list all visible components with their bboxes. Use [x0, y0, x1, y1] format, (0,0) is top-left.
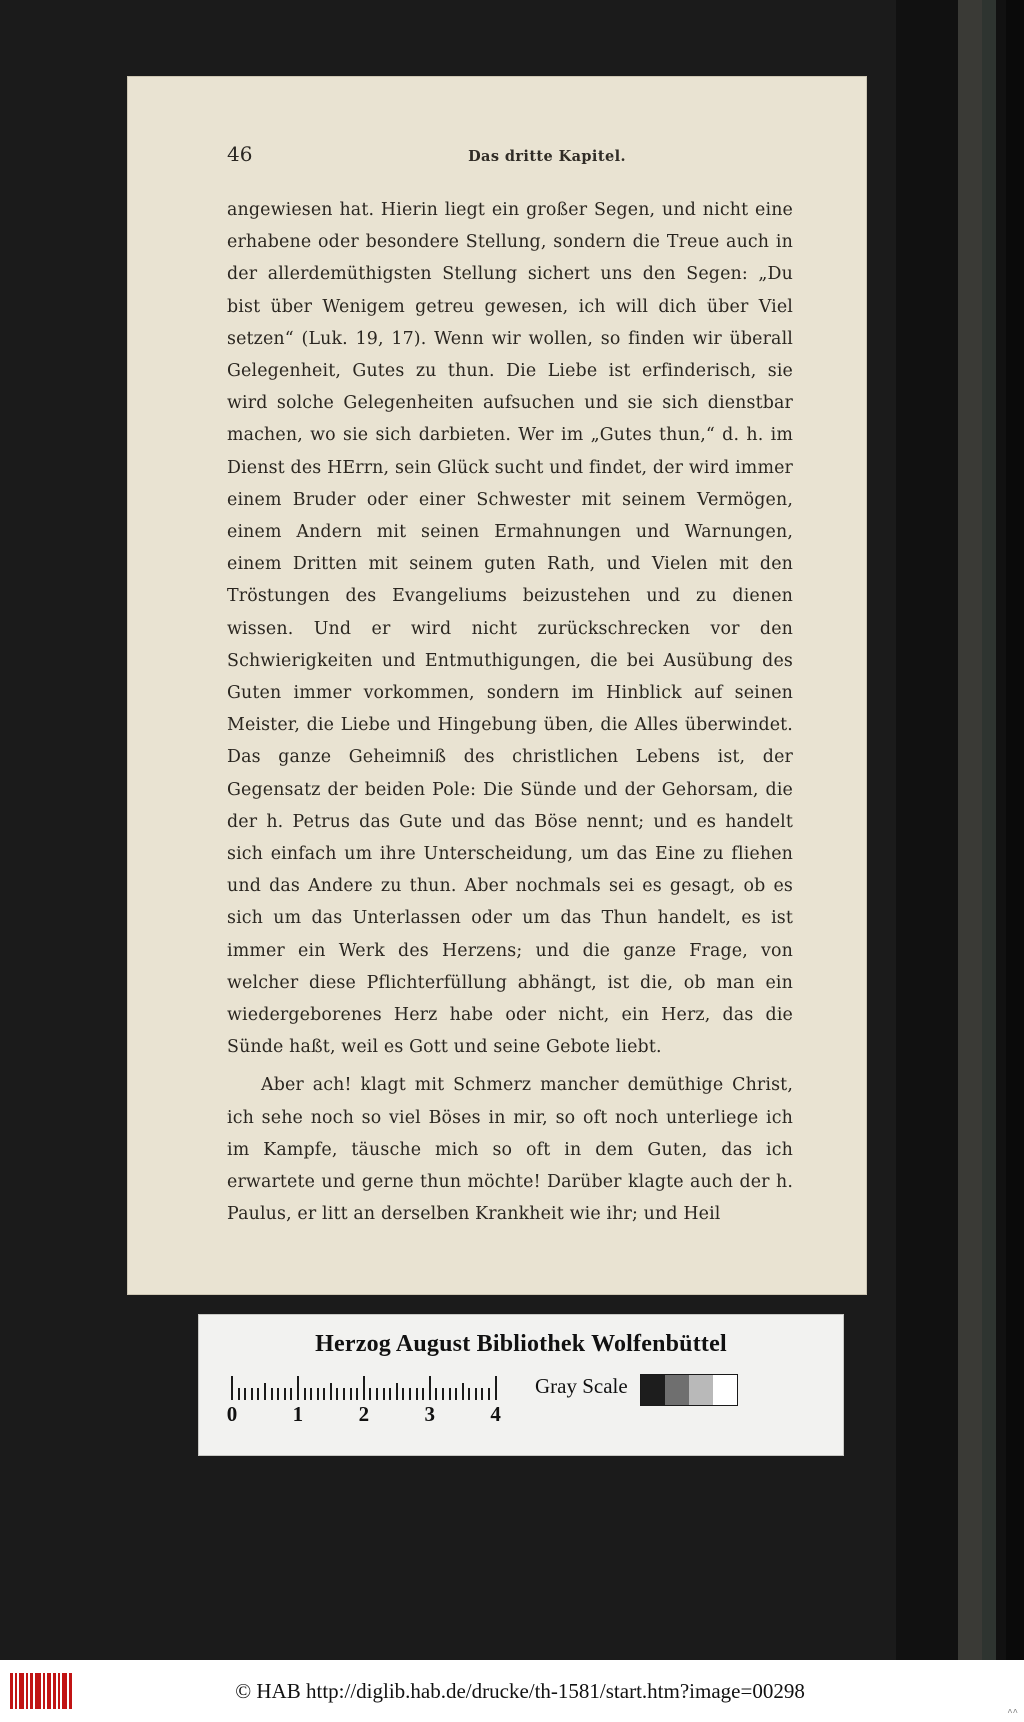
ruler-number: 3: [424, 1402, 435, 1426]
ruler-number: 2: [358, 1402, 370, 1426]
book-board-strip: [1006, 0, 1024, 1660]
ruler-tick: [435, 1388, 437, 1400]
ruler-tick: [481, 1388, 483, 1400]
document-page: [127, 76, 867, 1295]
ruler-tick: [409, 1388, 411, 1400]
ruler-ticks: [227, 1374, 517, 1400]
book-spine-strip: [982, 0, 996, 1660]
ruler-tick: [389, 1388, 391, 1400]
ruler-tick: [257, 1388, 259, 1400]
ruler-tick: [376, 1388, 378, 1400]
ruler-tick: [488, 1388, 490, 1400]
gray-scale-patches: [640, 1374, 738, 1406]
ruler-tick: [304, 1388, 306, 1400]
ruler-tick: [231, 1376, 233, 1400]
barcode-icon: [10, 1671, 96, 1711]
ruler-number: 1: [292, 1402, 304, 1426]
ruler-numbers: [227, 1400, 517, 1426]
running-head: Das dritte Kapitel.: [468, 148, 626, 165]
paragraph-1: angewiesen hat. Hierin liegt ein großer Segen, und nicht eine erhabene oder besondere Stellung, sondern die Treue auch in der allerdemüthigsten Stellung sichert uns den Segen: „Du bist über Wenigem getreu gewesen, ich will dich über Viel setzen“ (Luk. 19, 17). Wenn wir wollen, so finden wir überall Gelegenheit, Gutes zu thun. Die Liebe ist erfinderisch, sie wird solche Gelegenheiten aufsuchen und sie sich dienstbar machen, wo sie sich darbieten. Wer im „Gutes thun,“ d. h. im Dienst des HErrn, sein Glück sucht und findet, der wird immer einem Bruder oder einer Schwester mit seinem Vermögen, einem Andern mit seinen Ermahnungen und Warnungen, einem Dritten mit seinem guten Rath, und Vielen mit den Tröstungen des Evangeliums beizustehen und zu dienen wissen. Und er wird nicht zurückschrecken vor den Schwierigkeiten und Entmuthigungen, die bei Ausübung des Guten immer vorkommen, sondern im Hinblick auf seinen Meister, die Liebe und Hingebung üben, die Alles überwindet. Das ganze Geheimniß des christlichen Lebens ist, der Gegensatz der beiden Pole: Die Sünde und der Gehorsam, die der h. Petrus das Gute und das Böse nennt; und es handelt sich einfach um ihre Unterscheidung, um das Eine zu fliehen und das Andere zu thun. Aber nochmals sei es gesagt, ob es sich um das Unterlassen oder um das Thun handelt, es ist immer ein Werk des Herzens; und die ganze Frage, von welcher diese Pflichterfüllung abhängt, ist die, ob man ein wiedergeborenes Herz habe oder nicht, ein Herz, das die Sünde haßt, weil es Gott und seine Gebote liebt.: [227, 200, 793, 1058]
footer-credit: © HAB http://diglib.hab.de/drucke/th-1581/start.htm?image=00298: [235, 1678, 805, 1703]
ruler-tick: [442, 1388, 444, 1400]
ruler-tick: [363, 1376, 365, 1400]
gray-scale-label: Gray Scale: [535, 1374, 628, 1398]
ruler-tick: [369, 1388, 371, 1400]
ruler-tick: [284, 1388, 286, 1400]
ruler-tick: [350, 1388, 352, 1400]
ruler-tick: [475, 1388, 477, 1400]
ruler-tick: [238, 1388, 240, 1400]
ruler-tick: [455, 1388, 457, 1400]
ruler-tick: [317, 1388, 319, 1400]
corner-code: ^^: [1007, 1708, 1018, 1718]
ruler-tick: [244, 1388, 246, 1400]
ruler-tick: [271, 1388, 273, 1400]
ruler-tick: [323, 1388, 325, 1400]
paragraph-2: Aber ach! klagt mit Schmerz mancher demüthige Christ, ich sehe noch so viel Böses in mir, so oft noch unterliege ich im Kampfe, täusche mich so oft in dem Guten, das ich erwartete und gerne thun möchte! Darüber klagte auch der h. Paulus, er litt an derselben Krankheit wie ihr; und Heil: [227, 1075, 793, 1225]
ruler-tick: [297, 1376, 299, 1400]
ruler-number: 4: [490, 1402, 501, 1426]
ruler-scale: [227, 1374, 517, 1436]
ruler-tick: [495, 1376, 497, 1400]
ruler-tick: [336, 1388, 338, 1400]
library-calibration-target: [198, 1314, 844, 1456]
ruler-tick: [416, 1388, 418, 1400]
ruler-tick: [264, 1383, 266, 1400]
ruler-tick: [330, 1383, 332, 1400]
ruler-tick: [468, 1388, 470, 1400]
ruler-tick: [422, 1388, 424, 1400]
ruler-tick: [449, 1388, 451, 1400]
ruler-tick: [462, 1383, 464, 1400]
ruler-tick: [383, 1388, 385, 1400]
ruler-tick: [251, 1388, 253, 1400]
ruler-tick: [429, 1376, 431, 1400]
ruler-tick: [277, 1388, 279, 1400]
ruler-tick: [310, 1388, 312, 1400]
page-header: [227, 142, 811, 170]
ruler-tick: [402, 1388, 404, 1400]
footer-bar: [0, 1660, 1024, 1722]
book-edge-highlight: [958, 0, 982, 1660]
ruler-tick: [356, 1388, 358, 1400]
ruler-number: 0: [226, 1402, 238, 1426]
folio-number: 46: [227, 142, 253, 166]
ruler-tick: [396, 1383, 398, 1400]
library-name: Herzog August Bibliothek Wolfenbüttel: [315, 1331, 727, 1357]
ruler-tick: [343, 1388, 345, 1400]
page-body-text: [227, 194, 811, 1231]
ruler-tick: [290, 1388, 292, 1400]
